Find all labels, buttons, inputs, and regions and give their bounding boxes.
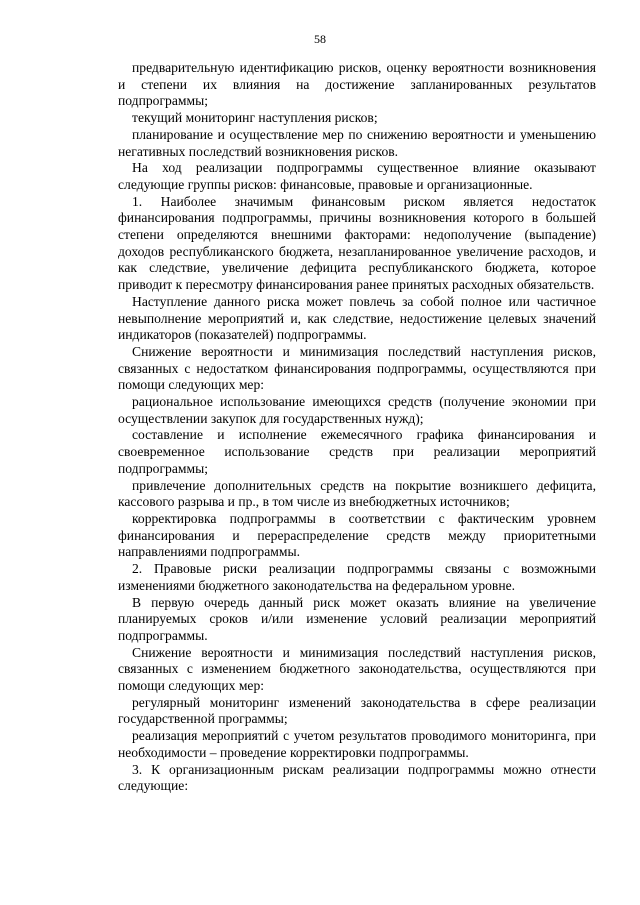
paragraph: Наступление данного риска может повлечь за собой полное или частичное невыполнение мероприятий и, как следствие, недостижение целевых значений индикаторов (показателей) подпрограммы. [118, 293, 596, 343]
paragraph: В первую очередь данный риск может оказать влияние на увеличение планируемых сроков и/или изменение условий реализации мероприятий подпрограммы. [118, 594, 596, 643]
paragraph: предварительную идентификацию рисков, оценку вероятности возникновения и степени их влияния на достижение запланированных результатов подпрограммы; [118, 60, 596, 109]
paragraph: текущий мониторинг наступления рисков; [132, 110, 378, 126]
paragraph: корректировка подпрограммы в соответствии с фактическим уровнем финансирования и перераспределение средств между приоритетными направлениями подпрограммы. [118, 510, 596, 560]
paragraph: составление и исполнение ежемесячного графика финансирования и своевременное использование средств при реализации мероприятий подпрограммы; [118, 427, 596, 476]
paragraph: регулярный мониторинг изменений законодательства в сфере реализации государственной программы; [118, 694, 596, 727]
paragraph: планирование и осуществление мер по снижению вероятности и уменьшению негативных последствий возникновения рисков. [118, 126, 596, 159]
paragraph: рациональное использование имеющихся средств (получение экономии при осуществлении закупок для государственных нужд); [118, 394, 596, 426]
paragraph: 2. Правовые риски реализации подпрограммы связаны с возможными изменениями бюджетного законодательства на федеральном уровне. [118, 561, 596, 593]
paragraph: привлечение дополнительных средств на покрытие возникшего дефицита, кассового разрыва и пр., в том числе из внебюджетных источников; [118, 477, 596, 510]
paragraph: Снижение вероятности и минимизация последствий наступления рисков, связанных с недостатком финансирования подпрограммы, осуществляются при помощи следующих мер: [118, 343, 596, 393]
paragraph: На ход реализации подпрограммы существенное влияние оказывают следующие группы рисков: финансовые, правовые и организационные. [118, 160, 596, 192]
body-text [118, 60, 596, 795]
paragraph: 1. Наиболее значимым финансовым риском является недостаток финансирования подпрограммы, причины возникновения которого в большей степени определяются внешними факторами: недополучение (выпадение) доходов республиканского бюджета, незапланированное увеличение расходов, и как следствие, увеличение дефицита республиканского бюджета, которое приводит к пересмотру финансирования ранее принятых расходных обязательств. [118, 193, 596, 293]
paragraph: реализация мероприятий с учетом результатов проводимого мониторинга, при необходимости – проведение корректировки подпрограммы. [118, 728, 596, 760]
paragraph: Снижение вероятности и минимизация последствий наступления рисков, связанных с изменением бюджетного законодательства, осуществляются при помощи следующих мер: [118, 644, 596, 694]
paragraph: 3. К организационным рискам реализации подпрограммы можно отнести следующие: [118, 761, 596, 794]
page-number: 58 [314, 32, 326, 46]
